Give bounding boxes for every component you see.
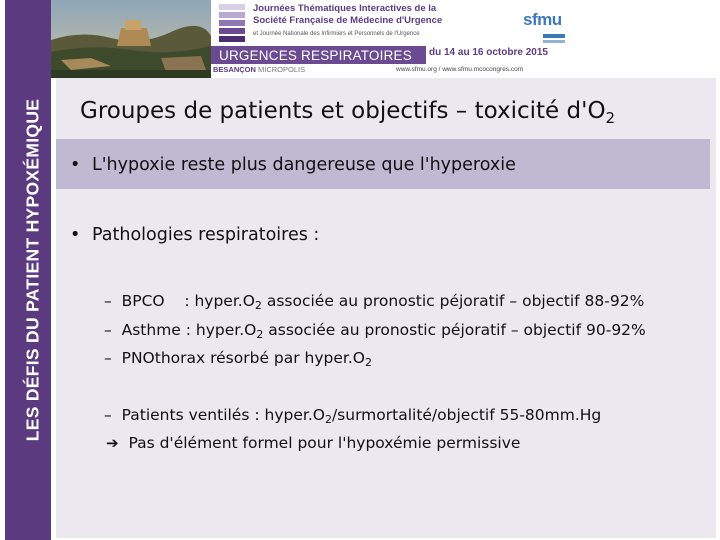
event-dates: du 14 au 16 octobre 2015: [429, 47, 548, 58]
subitem-pnothorax: – PNOthorax résorbé par $hyper.O_2$: [104, 349, 372, 369]
conclusion-line: ➔ Pas d'élément formel pour l'hypoxémie permissive: [106, 434, 521, 452]
subitem-bpco: – BPCO : $hyper.O_2$ associée au pronostic péjoratif – objectif 88-92%: [104, 292, 645, 312]
conference-banner: [51, 0, 562, 78]
subitem-asthme: – Asthme : $hyper.O_2$ associée au pronostic péjoratif – objectif 90-92%: [104, 321, 646, 341]
citadel-photo: [51, 0, 211, 78]
bullet-hypoxia: • L'hypoxie reste plus dangereuse que l'hyperoxie: [70, 155, 516, 175]
banner-info: [211, 0, 562, 78]
sidebar: [5, 0, 51, 540]
event-venue: MICROPOLIS: [258, 65, 306, 74]
conference-logo: [217, 2, 247, 46]
banner-line-2: Société Française de Médecine d'Urgence: [253, 15, 443, 26]
sfmu-emblem-icon: [543, 32, 565, 46]
arrow-right-icon: ➔: [106, 434, 119, 452]
slide-title: Groupes de patients et objectifs – toxicité $d'O_2$: [80, 98, 616, 127]
banner-line-1: Journées Thématiques Interactives de la: [253, 3, 437, 14]
subitem-ventilated: – Patients ventilés : $hyper.O_2/surmortalité$/objectif 55-80mm.Hg: [104, 406, 602, 426]
event-city: BESANÇON: [213, 65, 256, 74]
event-bar: [211, 46, 426, 64]
event-title: URGENCES RESPIRATOIRES: [219, 48, 412, 63]
event-location: [213, 65, 305, 74]
event-website: www.sfmu.org / www.sfmu.mcocongres.com: [396, 66, 524, 73]
banner-line-3: et Journée Nationale des Infirmiers et Personnels de l'Urgence: [253, 31, 420, 37]
bullet-pathologies: • Pathologies respiratoires :: [70, 225, 320, 245]
sidebar-title: LES DÉFIS DU PATIENT HYPOXÉMIQUE: [22, 98, 43, 442]
sfmu-logo: sfmu: [523, 8, 569, 48]
